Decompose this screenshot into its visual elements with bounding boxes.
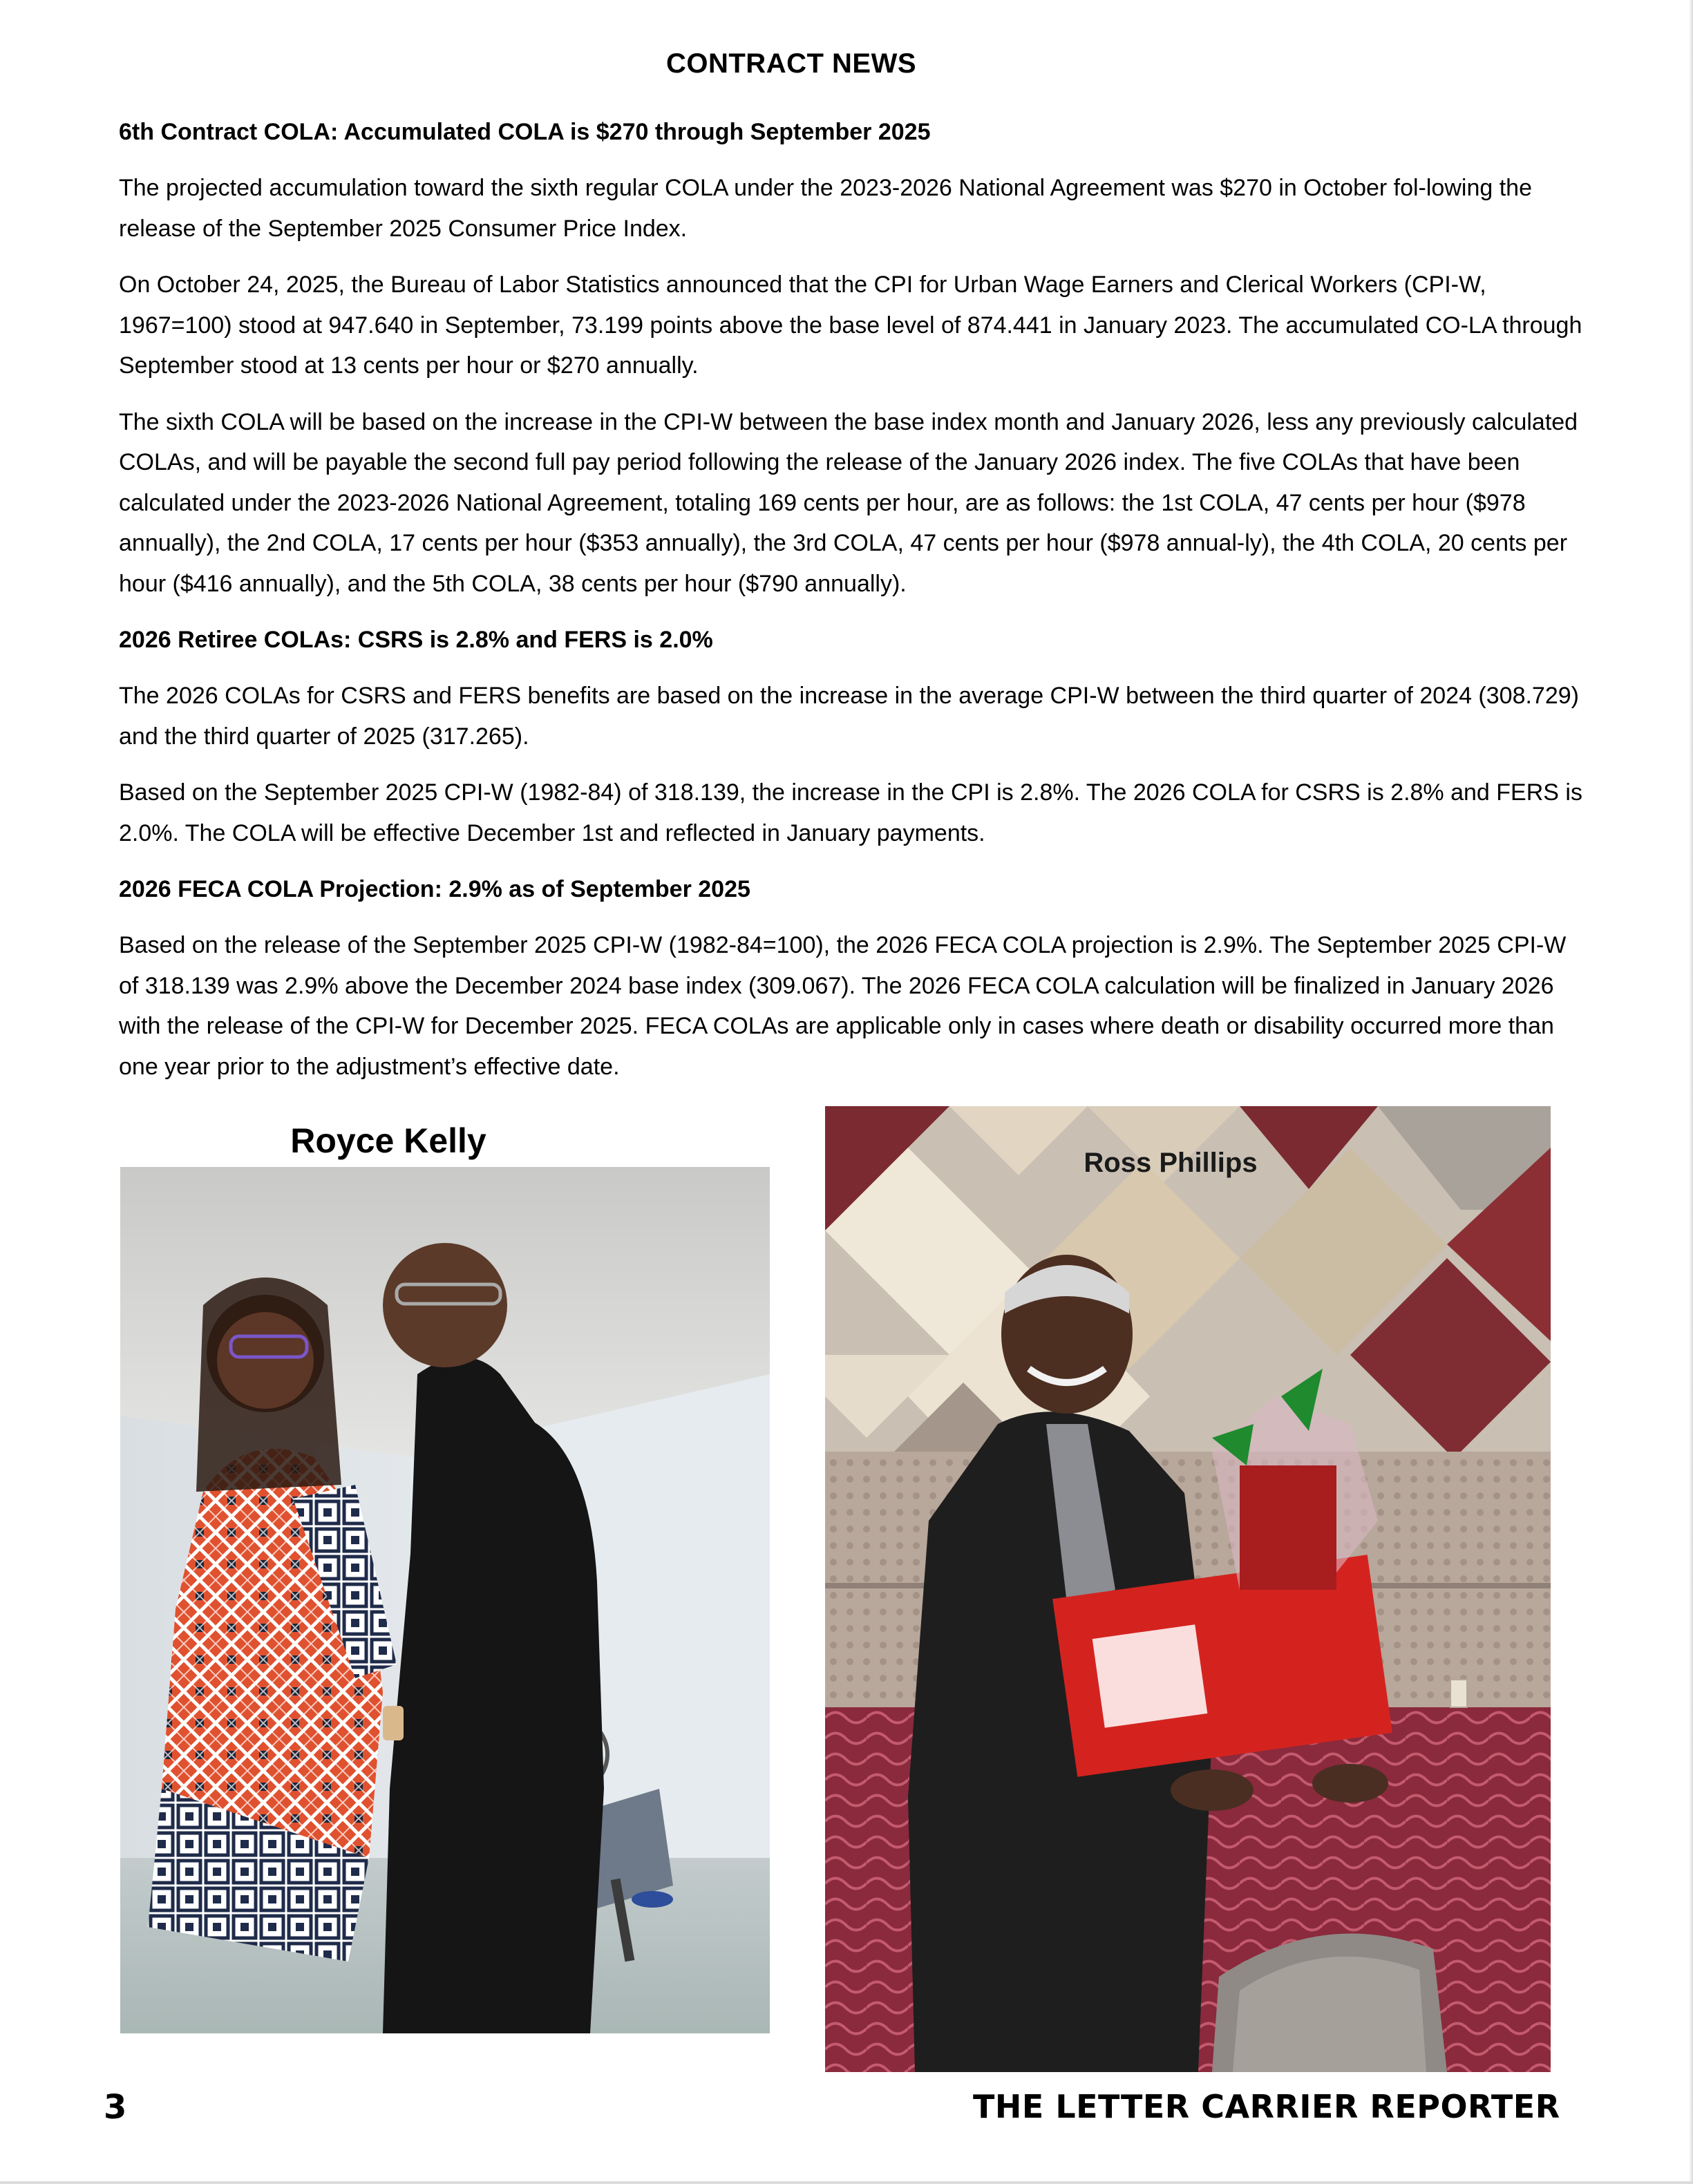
- article-heading: 6th Contract COLA: Accumulated COLA is $270 through September 2025: [119, 119, 931, 145]
- photo-man-with-gift: [825, 1106, 1551, 2072]
- article-body: [119, 112, 1584, 1103]
- article-paragraph: Based on the September 2025 CPI-W (1982-84) of 318.139, the increase in the CPI is 2.8%. The 2026 COLA for CSRS is 2.8% and FERS is 2.0%. The COLA will be effective December 1st and reflected in January payments.: [119, 779, 1582, 846]
- article-heading: 2026 FECA COLA Projection: 2.9% as of September 2025: [119, 876, 750, 902]
- photo-caption-right: Ross Phillips: [1084, 1148, 1258, 1178]
- article-paragraph: On October 24, 2025, the Bureau of Labor Statistics announced that the CPI for Urban Wage Earners and Clerical Workers (CPI-W, 1967=100) stood at 947.640 in September, 73.199 points above the base level of 874.441 in January 2023. The accumulated CO-LA through September stood at 13 cents per hour or $270 annually.: [119, 272, 1582, 379]
- section-title: CONTRACT NEWS: [665, 48, 917, 79]
- publication-title: THE LETTER CARRIER REPORTER: [973, 2088, 1560, 2125]
- article-heading: 2026 Retiree COLAs: CSRS is 2.8% and FERS is 2.0%: [119, 627, 713, 653]
- article-paragraph: Based on the release of the September 2025 CPI-W (1982-84=100), the 2026 FECA COLA projection is 2.9%. The September 2025 CPI-W of 318.139 was 2.9% above the December 2024 base index (309.067). The 2026 FECA COLA calculation will be finalized in January 2026 with the release of the CPI-W for December 2025. FECA COLAs are applicable only in cases where death or disability occurred more than one year prior to the adjustment’s effective date.: [119, 932, 1567, 1080]
- article-paragraph: The projected accumulation toward the sixth regular COLA under the 2023-2026 National Agreement was $270 in October fol-lowing the release of the September 2025 Consumer Price Index.: [119, 175, 1532, 242]
- article-paragraph: The sixth COLA will be based on the increase in the CPI-W between the base index month and January 2026, less any previously calculated COLAs, and will be payable the second full pay period following the release of the January 2026 index. The five COLAs that have been calculated under the 2023-2026 National Agreement, totaling 169 cents per hour, are as follows: the 1st COLA, 47 cents per hour ($978 annually), the 2nd COLA, 17 cents per hour ($353 annually), the 3rd COLA, 47 cents per hour ($978 annual-ly), the 4th COLA, 20 cents per hour ($416 annually), and the 5th COLA, 38 cents per hour ($790 annually).: [119, 408, 1578, 597]
- page-bottom-edge: [0, 2181, 1693, 2184]
- photo-couple: [120, 1167, 770, 2033]
- photo-caption-left: Royce Kelly: [290, 1121, 486, 1160]
- page-edge-shadow: [1689, 0, 1693, 2184]
- article-paragraph: The 2026 COLAs for CSRS and FERS benefits are based on the increase in the average CPI-W between the third quarter of 2024 (308.729) and the third quarter of 2025 (317.265).: [119, 683, 1579, 750]
- page-number: 3: [104, 2088, 127, 2127]
